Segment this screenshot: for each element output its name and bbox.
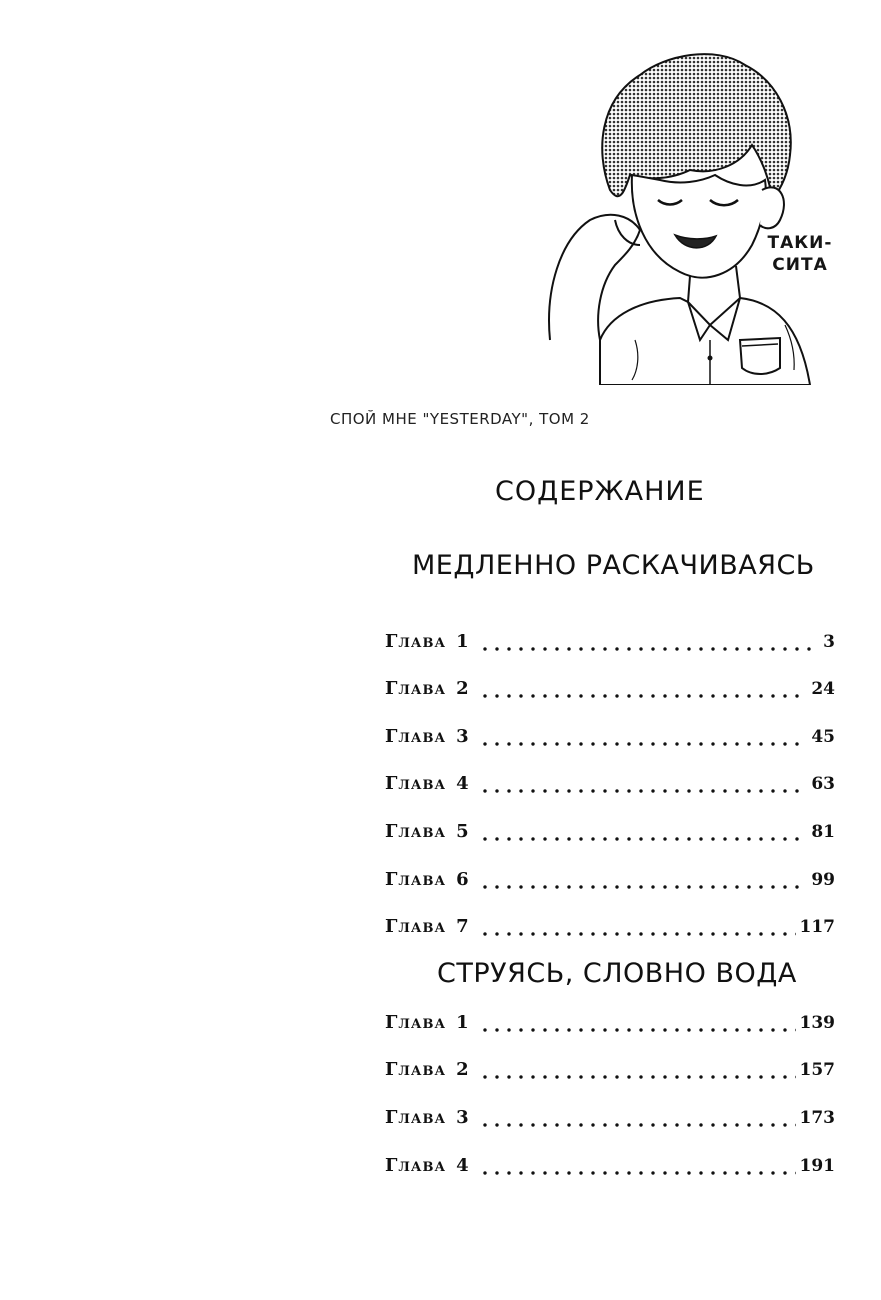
toc-entry-page: 81 [811, 822, 835, 842]
toc-entry-number: 2 [456, 678, 469, 699]
toc-entry-page: 157 [799, 1060, 835, 1080]
toc-dot-leader [479, 789, 808, 793]
toc-dot-leader [479, 932, 796, 936]
character-name-line-2: СИТА [772, 255, 828, 275]
contents-heading: СОДЕРЖАНИЕ [495, 476, 705, 507]
toc-entry-label: Глава [385, 631, 447, 652]
toc-entry-page: 99 [811, 870, 835, 890]
toc-dot-leader [479, 1075, 796, 1079]
toc-entry [385, 869, 835, 895]
toc-entry-page: 173 [799, 1108, 835, 1128]
toc-entry [385, 1107, 835, 1133]
toc-entry-label: Глава [385, 1155, 447, 1176]
toc-entry [385, 631, 835, 657]
toc-entry-page: 3 [823, 632, 835, 652]
toc-entry-number: 1 [456, 1012, 469, 1033]
character-name-label [740, 232, 860, 276]
toc-entry-page: 139 [799, 1013, 835, 1033]
toc-entry [385, 916, 835, 942]
part-2-title: СТРУЯСЬ, СЛОВНО ВОДА [437, 958, 797, 989]
toc-entry-number: 1 [456, 631, 469, 652]
toc-entry-page: 191 [799, 1156, 835, 1176]
toc-dot-leader [479, 885, 808, 889]
toc-dot-leader [479, 837, 808, 841]
toc-entry [385, 1059, 835, 1085]
character-name-line-1: ТАКИ- [767, 233, 833, 253]
toc-dot-leader [479, 742, 808, 746]
toc-entry-number: 3 [456, 1107, 469, 1128]
toc-entry-number: 5 [456, 821, 469, 842]
toc-entry-page: 45 [811, 727, 835, 747]
toc-entry-label: Глава [385, 821, 447, 842]
toc-entry-label: Глава [385, 726, 447, 747]
toc-dot-leader [479, 1123, 796, 1127]
toc-entry-number: 7 [456, 916, 469, 937]
toc-dot-leader [479, 1028, 796, 1032]
toc-dot-leader [479, 647, 820, 651]
toc-entry-label: Глава [385, 678, 447, 699]
toc-entry [385, 1155, 835, 1181]
toc-entry-label: Глава [385, 773, 447, 794]
toc-entry [385, 821, 835, 847]
toc-entry [385, 726, 835, 752]
toc-entry-label: Глава [385, 869, 447, 890]
toc-entry-page: 63 [811, 774, 835, 794]
toc-entry-label: Глава [385, 916, 447, 937]
toc-entry-page: 117 [799, 917, 835, 937]
volume-subtitle: СПОЙ МНЕ "YESTERDAY", ТОМ 2 [330, 410, 590, 428]
toc-entry-label: Глава [385, 1012, 447, 1033]
toc-entry-number: 2 [456, 1059, 469, 1080]
toc-entry-label: Глава [385, 1059, 447, 1080]
toc-entry [385, 678, 835, 704]
toc-entry-number: 4 [456, 1155, 469, 1176]
toc-entry [385, 773, 835, 799]
character-illustration [540, 40, 850, 385]
toc-dot-leader [479, 694, 808, 698]
toc-dot-leader [479, 1171, 796, 1175]
part-1-title: МЕДЛЕННО РАСКАЧИВАЯСЬ [412, 550, 815, 581]
toc-entry-number: 6 [456, 869, 469, 890]
toc-entry-page: 24 [811, 679, 835, 699]
toc-entry-label: Глава [385, 1107, 447, 1128]
toc-entry-number: 4 [456, 773, 469, 794]
toc-entry-number: 3 [456, 726, 469, 747]
toc-entry [385, 1012, 835, 1038]
